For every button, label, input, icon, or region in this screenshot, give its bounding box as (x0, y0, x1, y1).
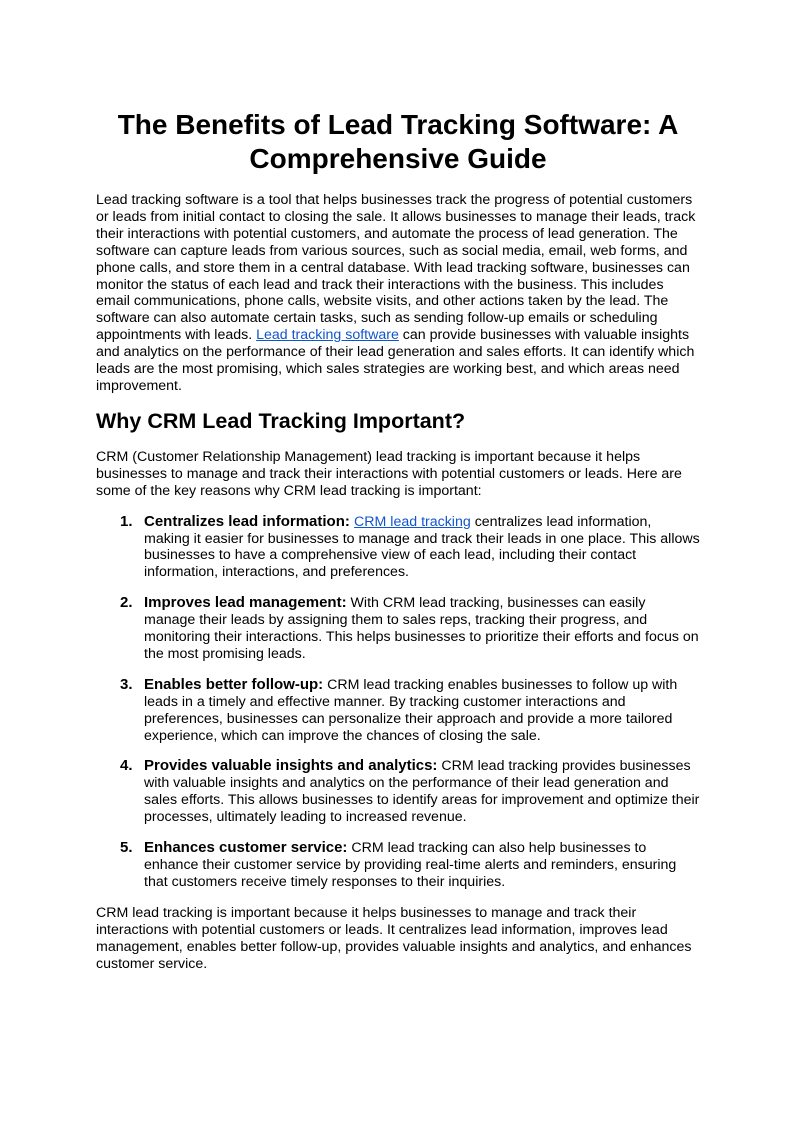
section-intro-paragraph: CRM (Customer Relationship Management) lead tracking is important because it helps businesses to manage and track their interactions with potential customers or leads. Here are some of the key reasons why CRM lead tracking is important: (96, 448, 682, 499)
list-item-heading: Provides valuable insights and analytics: (144, 757, 438, 775)
list-item-text: centralizes lead information, making it easier for businesses to manage and track their leads in one place. This allows businesses to have a comprehensive view of each lead, including their contact information, interactions, and preferences. (144, 513, 700, 581)
list-item-text: With CRM lead tracking, businesses can easily manage their leads by assigning them to sales reps, tracking their progress, and monitoring their interactions. This helps businesses to prioritize their efforts and focus on the most promising leads. (144, 595, 699, 662)
list-item-heading: Centralizes lead information (144, 512, 345, 530)
list-item (96, 595, 700, 663)
reasons-list (96, 514, 700, 891)
intro-text-after: can provide businesses with valuable insights and analytics on the performance of their lead generation and sales efforts. It can identify which leads are the most promising, which sales strategies are working best, and which areas need improvement. (96, 327, 695, 394)
list-item-heading: Enhances customer service: (144, 839, 348, 857)
intro-paragraph (96, 192, 700, 395)
list-item (96, 677, 700, 745)
list-item-heading: Enables better follow-up: (144, 675, 324, 693)
list-item (96, 514, 700, 582)
list-item-heading: Improves lead management: (144, 594, 347, 612)
list-item-number: 1. (120, 512, 133, 530)
list-item (96, 840, 700, 891)
section-heading: Why CRM Lead Tracking Important? (96, 408, 466, 433)
intro-text-before: Lead tracking software is a tool that helps businesses track the progress of potential customers or leads from initial contact to closing the sale. It allows businesses to manage their leads, track their interactions with potential customers, and automate the process of lead generation. The software can capture leads from various sources, such as social media, email, web forms, and phone calls, and store them in a central database. With lead tracking software, businesses can monitor the status of each lead and track their interactions with the business. This includes email communications, phone calls, website visits, and other actions taken by the lead. The software can also automate certain tasks, such as sending follow-up emails or scheduling appointments with leads. (96, 192, 696, 344)
list-item-number: 2. (120, 594, 133, 612)
list-item-text: CRM lead tracking provides businesses with valuable insights and analytics on the performance of their lead generation and sales efforts. This allows businesses to identify areas for improvement and optimize their processes, ultimately leading to increased revenue. (144, 758, 700, 826)
crm-lead-tracking-link[interactable]: CRM lead tracking (354, 513, 471, 530)
document-body (96, 108, 700, 972)
list-item-text: CRM lead tracking can also help businesses to enhance their customer service by providing real-time alerts and reminders, ensuring that customers receive timely responses to their inquiries. (144, 840, 677, 890)
list-item-number: 3. (120, 675, 133, 693)
page-title: The Benefits of Lead Tracking Software: A Comprehensive Guide (117, 109, 679, 174)
conclusion-paragraph: CRM lead tracking is important because it helps businesses to manage and track their interactions with potential customers or leads. It centralizes lead information, improves lead management, enables better follow-up, provides valuable insights and analytics, and enhances customer service. (96, 904, 692, 972)
lead-tracking-software-link[interactable]: Lead tracking software (256, 327, 399, 344)
list-item (96, 758, 700, 826)
list-item-colon: : (344, 512, 355, 530)
list-item-text: CRM lead tracking enables businesses to follow up with leads in a timely and effective manner. By tracking customer interactions and preferences, businesses can personalize their approach and provide a more tailored experience, which can improve the chances of closing the sale. (144, 676, 678, 744)
list-item-number: 4. (120, 757, 133, 775)
list-item-number: 5. (120, 839, 133, 857)
